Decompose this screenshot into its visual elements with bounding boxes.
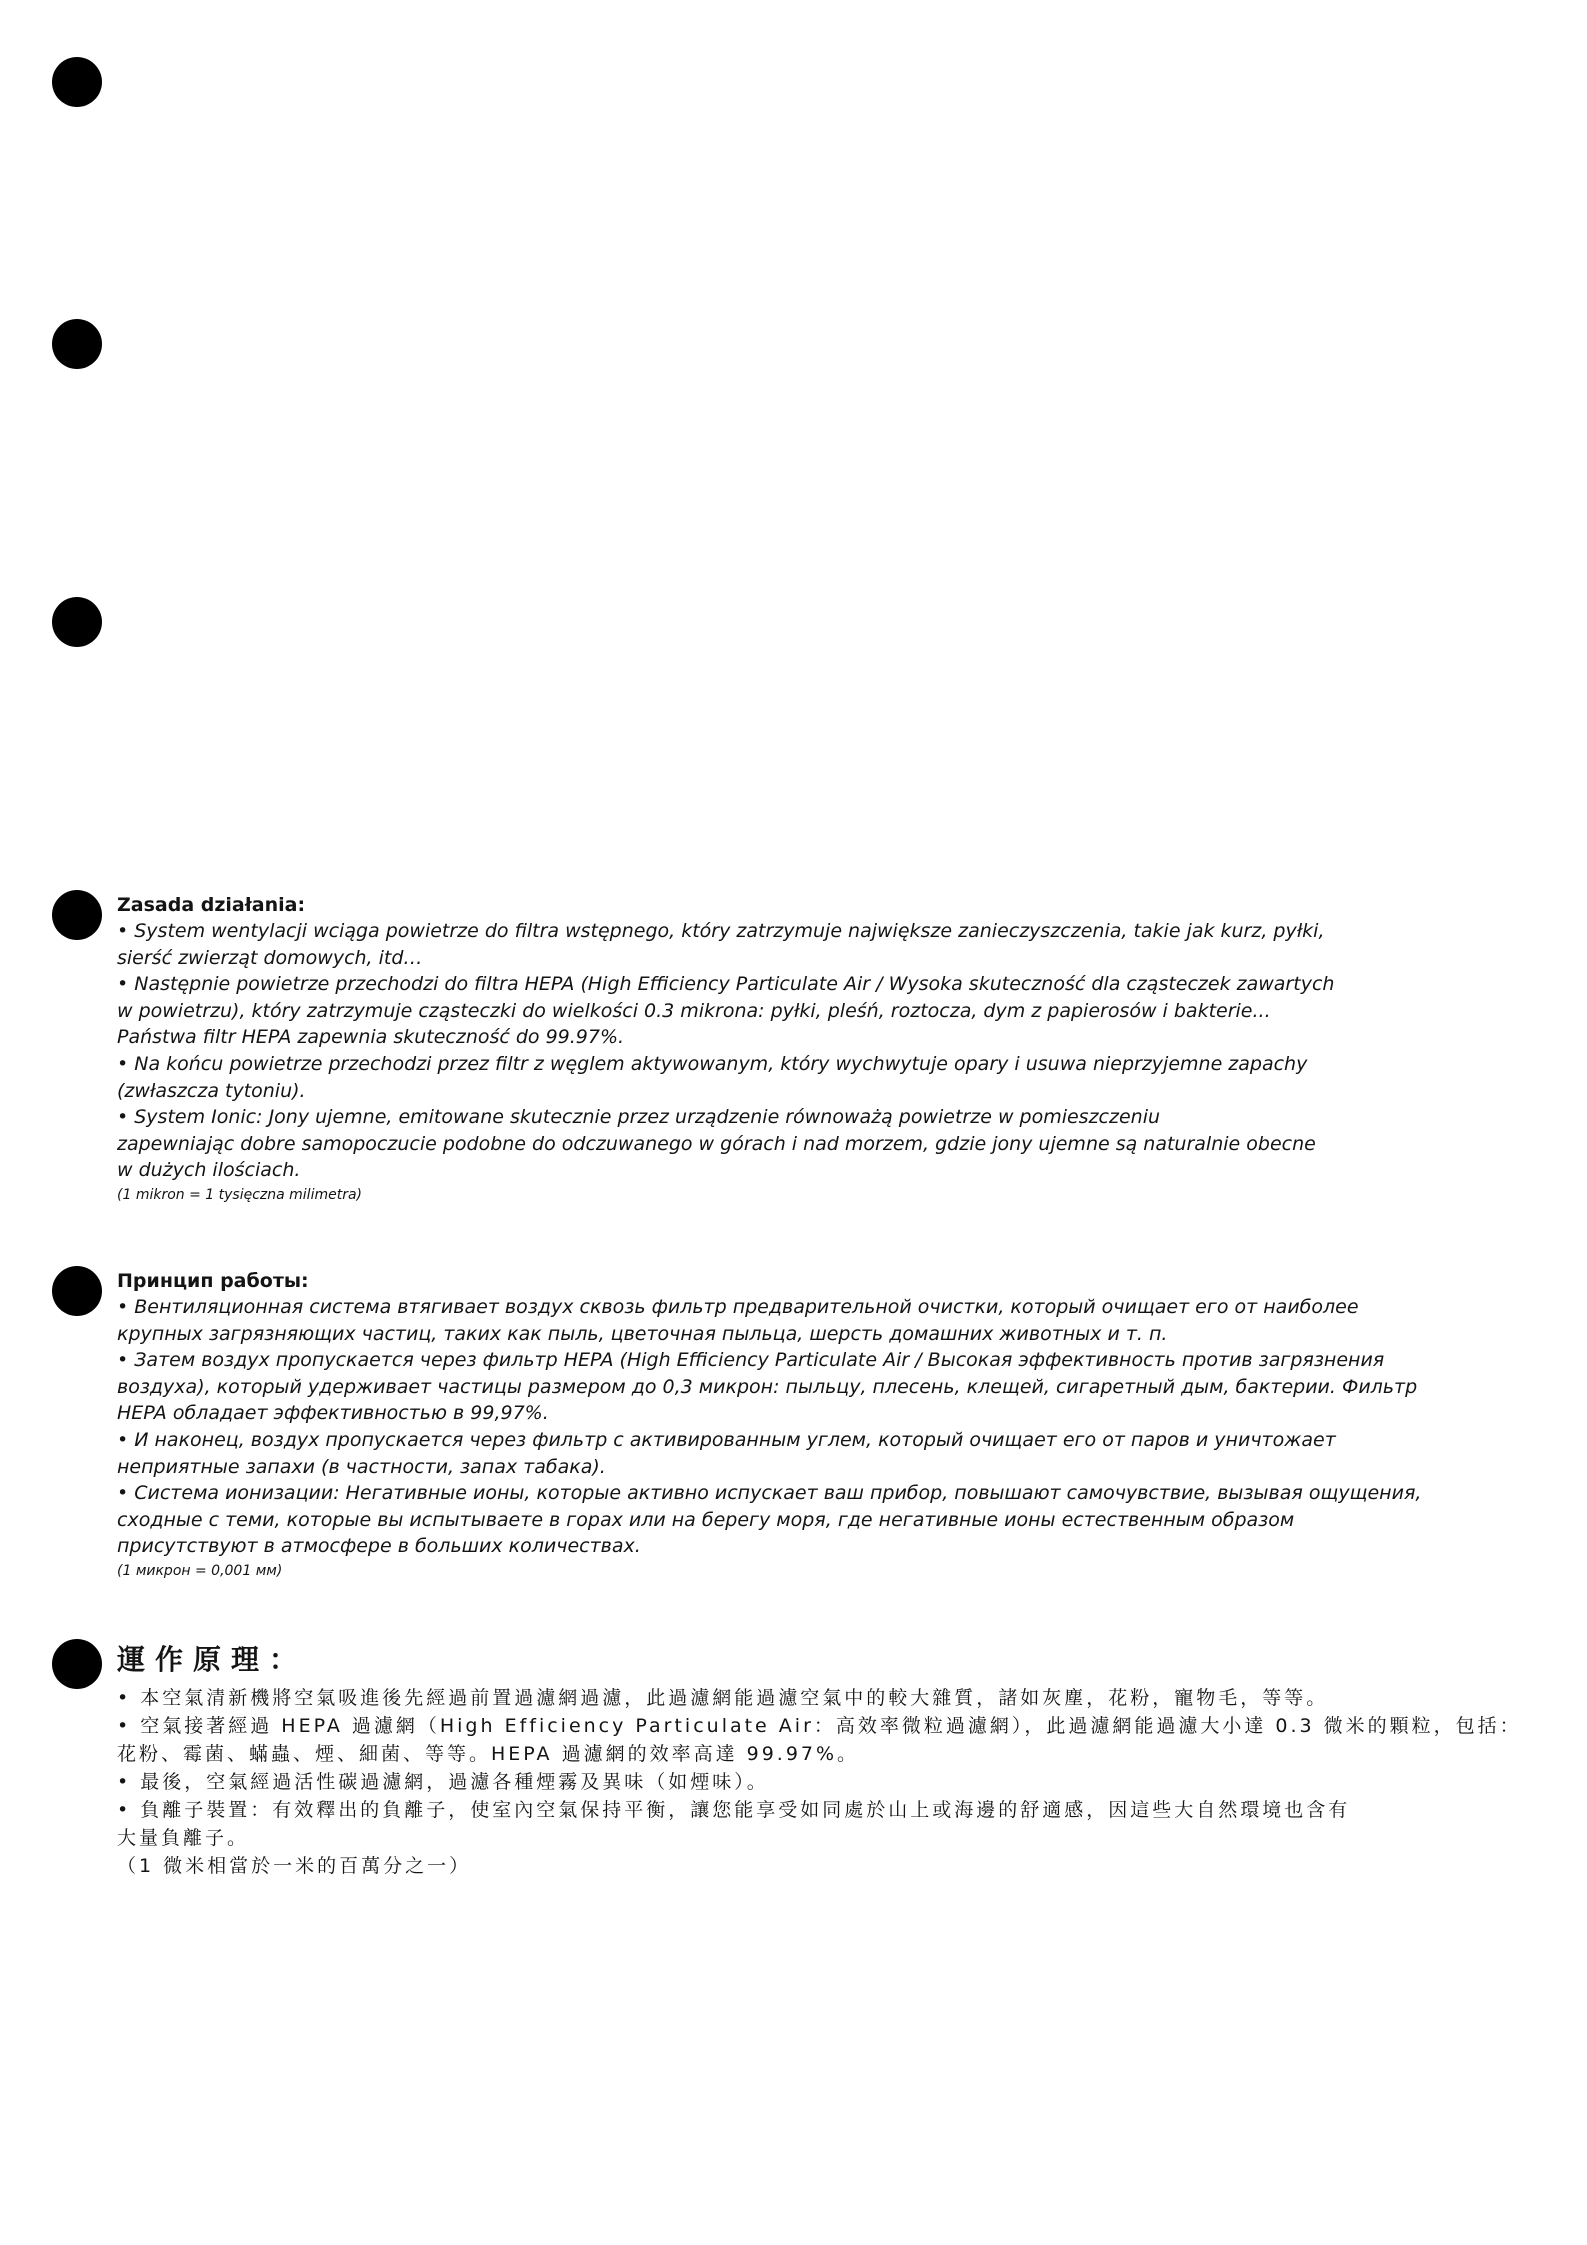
polish-line: Państwa filtr HEPA zapewnia skuteczność do 99.97%. [117, 1026, 625, 1049]
polish-heading: Zasada działania: [117, 894, 306, 916]
polish-line: • System wentylacji wciąga powietrze do filtra wstępnego, który zatrzymuje największe zanieczyszczenia, takie jak kurz, pyłki, [117, 920, 1325, 942]
chinese-line: • 最後，空氣經過活性碳過濾網，過濾各種煙霧及異味（如煙味）。 [117, 1771, 769, 1793]
russian-line: • Вентиляционная система втягивает воздух сквозь фильтр предварительной очистки, который очищает его от наиболее [117, 1296, 1359, 1318]
russian-line: • И наконец, воздух пропускается через фильтр с активированным углем, который очищает его от паров и уничтожает [117, 1428, 1336, 1451]
section-dot-5 [52, 1266, 102, 1316]
polish-line: w dużych ilościach. [117, 1159, 301, 1182]
polish-line: zapewniając dobre samopoczucie podobne do odczuwanego w górach i nad morzem, gdzie jony ujemne są naturalnie obecne [117, 1132, 1316, 1155]
russian-line: • Затем воздух пропускается через фильтр HEPA (High Efficiency Particulate Air / Высокая эффективность против загрязнения [117, 1349, 1385, 1372]
chinese-line: • 空氣接著經過 HEPA 過濾網（High Efficiency Particulate Air：高效率微粒過濾網），此過濾網能過濾大小達 0.3 微米的顆粒，包括： [117, 1715, 1522, 1737]
chinese-heading: 運作原理： [117, 1643, 308, 1676]
russian-line: воздуха), который удерживает частицы размером до 0,3 микрон: пыльцу, плесень, клещей, сигаретный дым, бактерии. Фильтр [117, 1375, 1418, 1398]
polish-line: sierść zwierząt domowych, itd… [117, 946, 423, 969]
chinese-line: 花粉、霉菌、蟎蟲、煙、細菌、等等。HEPA 過濾網的效率高達 99.97%。 [117, 1743, 860, 1765]
chinese-line: 大量負離子。 [117, 1827, 250, 1849]
russian-line: неприятные запахи (в частности, запах табака). [117, 1455, 606, 1478]
polish-line: • Na końcu powietrze przechodzi przez filtr z węglem aktywowanym, który wychwytuje opary i usuwa nieprzyjemne zapachy [117, 1052, 1308, 1075]
section-dot-4 [52, 890, 102, 940]
russian-section [117, 1268, 1557, 1582]
polish-line: w powietrzu), który zatrzymuje cząsteczki do wielkości 0.3 mikrona: pyłki, pleśń, roztocza, dym z papierosów i bakterie... [117, 999, 1271, 1022]
russian-line: сходные с теми, которые вы испытываете в горах или на берегу моря, где негативные ионы естественным образом [117, 1508, 1295, 1531]
section-dot-3 [52, 597, 102, 647]
russian-heading: Принцип работы: [117, 1270, 309, 1292]
section-dot-6 [52, 1639, 102, 1689]
russian-line: присутствуют в атмосфере в больших количествах. [117, 1535, 641, 1558]
section-dot-1 [52, 57, 102, 107]
russian-line: • Система ионизации: Негативные ионы, которые активно испускает ваш прибор, повышают самочувствие, вызывая ощущения, [117, 1482, 1422, 1505]
russian-note: (1 микрон = 0,001 мм) [117, 1562, 283, 1579]
russian-line: HEPA обладает эффективностью в 99,97%. [117, 1402, 549, 1425]
chinese-section [117, 1640, 1557, 1880]
section-dot-2 [52, 319, 102, 369]
polish-line: • System Ionic: Jony ujemne, emitowane skutecznie przez urządzenie równoważą powietrze w pomieszczeniu [117, 1106, 1161, 1129]
chinese-line: • 本空氣清新機將空氣吸進後先經過前置過濾網過濾，此過濾網能過濾空氣中的較大雜質，諸如灰塵，花粉，寵物毛，等等。 [117, 1687, 1329, 1709]
russian-line: крупных загрязняющих частиц, таких как пыль, цветочная пыльца, шерсть домашних животных и т. п. [117, 1322, 1168, 1345]
polish-line: (zwłaszcza tytoniu). [117, 1079, 306, 1102]
polish-line: • Następnie powietrze przechodzi do filtra HEPA (High Efficiency Particulate Air / Wysoka skuteczność dla cząsteczek zawartych [117, 973, 1335, 996]
polish-section [117, 892, 1557, 1206]
polish-note: (1 mikron = 1 tysięczna milimetra) [117, 1186, 362, 1203]
chinese-note: （1 微米相當於一米的百萬分之一） [117, 1855, 472, 1877]
chinese-line: • 負離子裝置：有效釋出的負離子，使室內空氣保持平衡，讓您能享受如同處於山上或海邊的舒適感，因這些大自然環境也含有 [117, 1799, 1351, 1821]
